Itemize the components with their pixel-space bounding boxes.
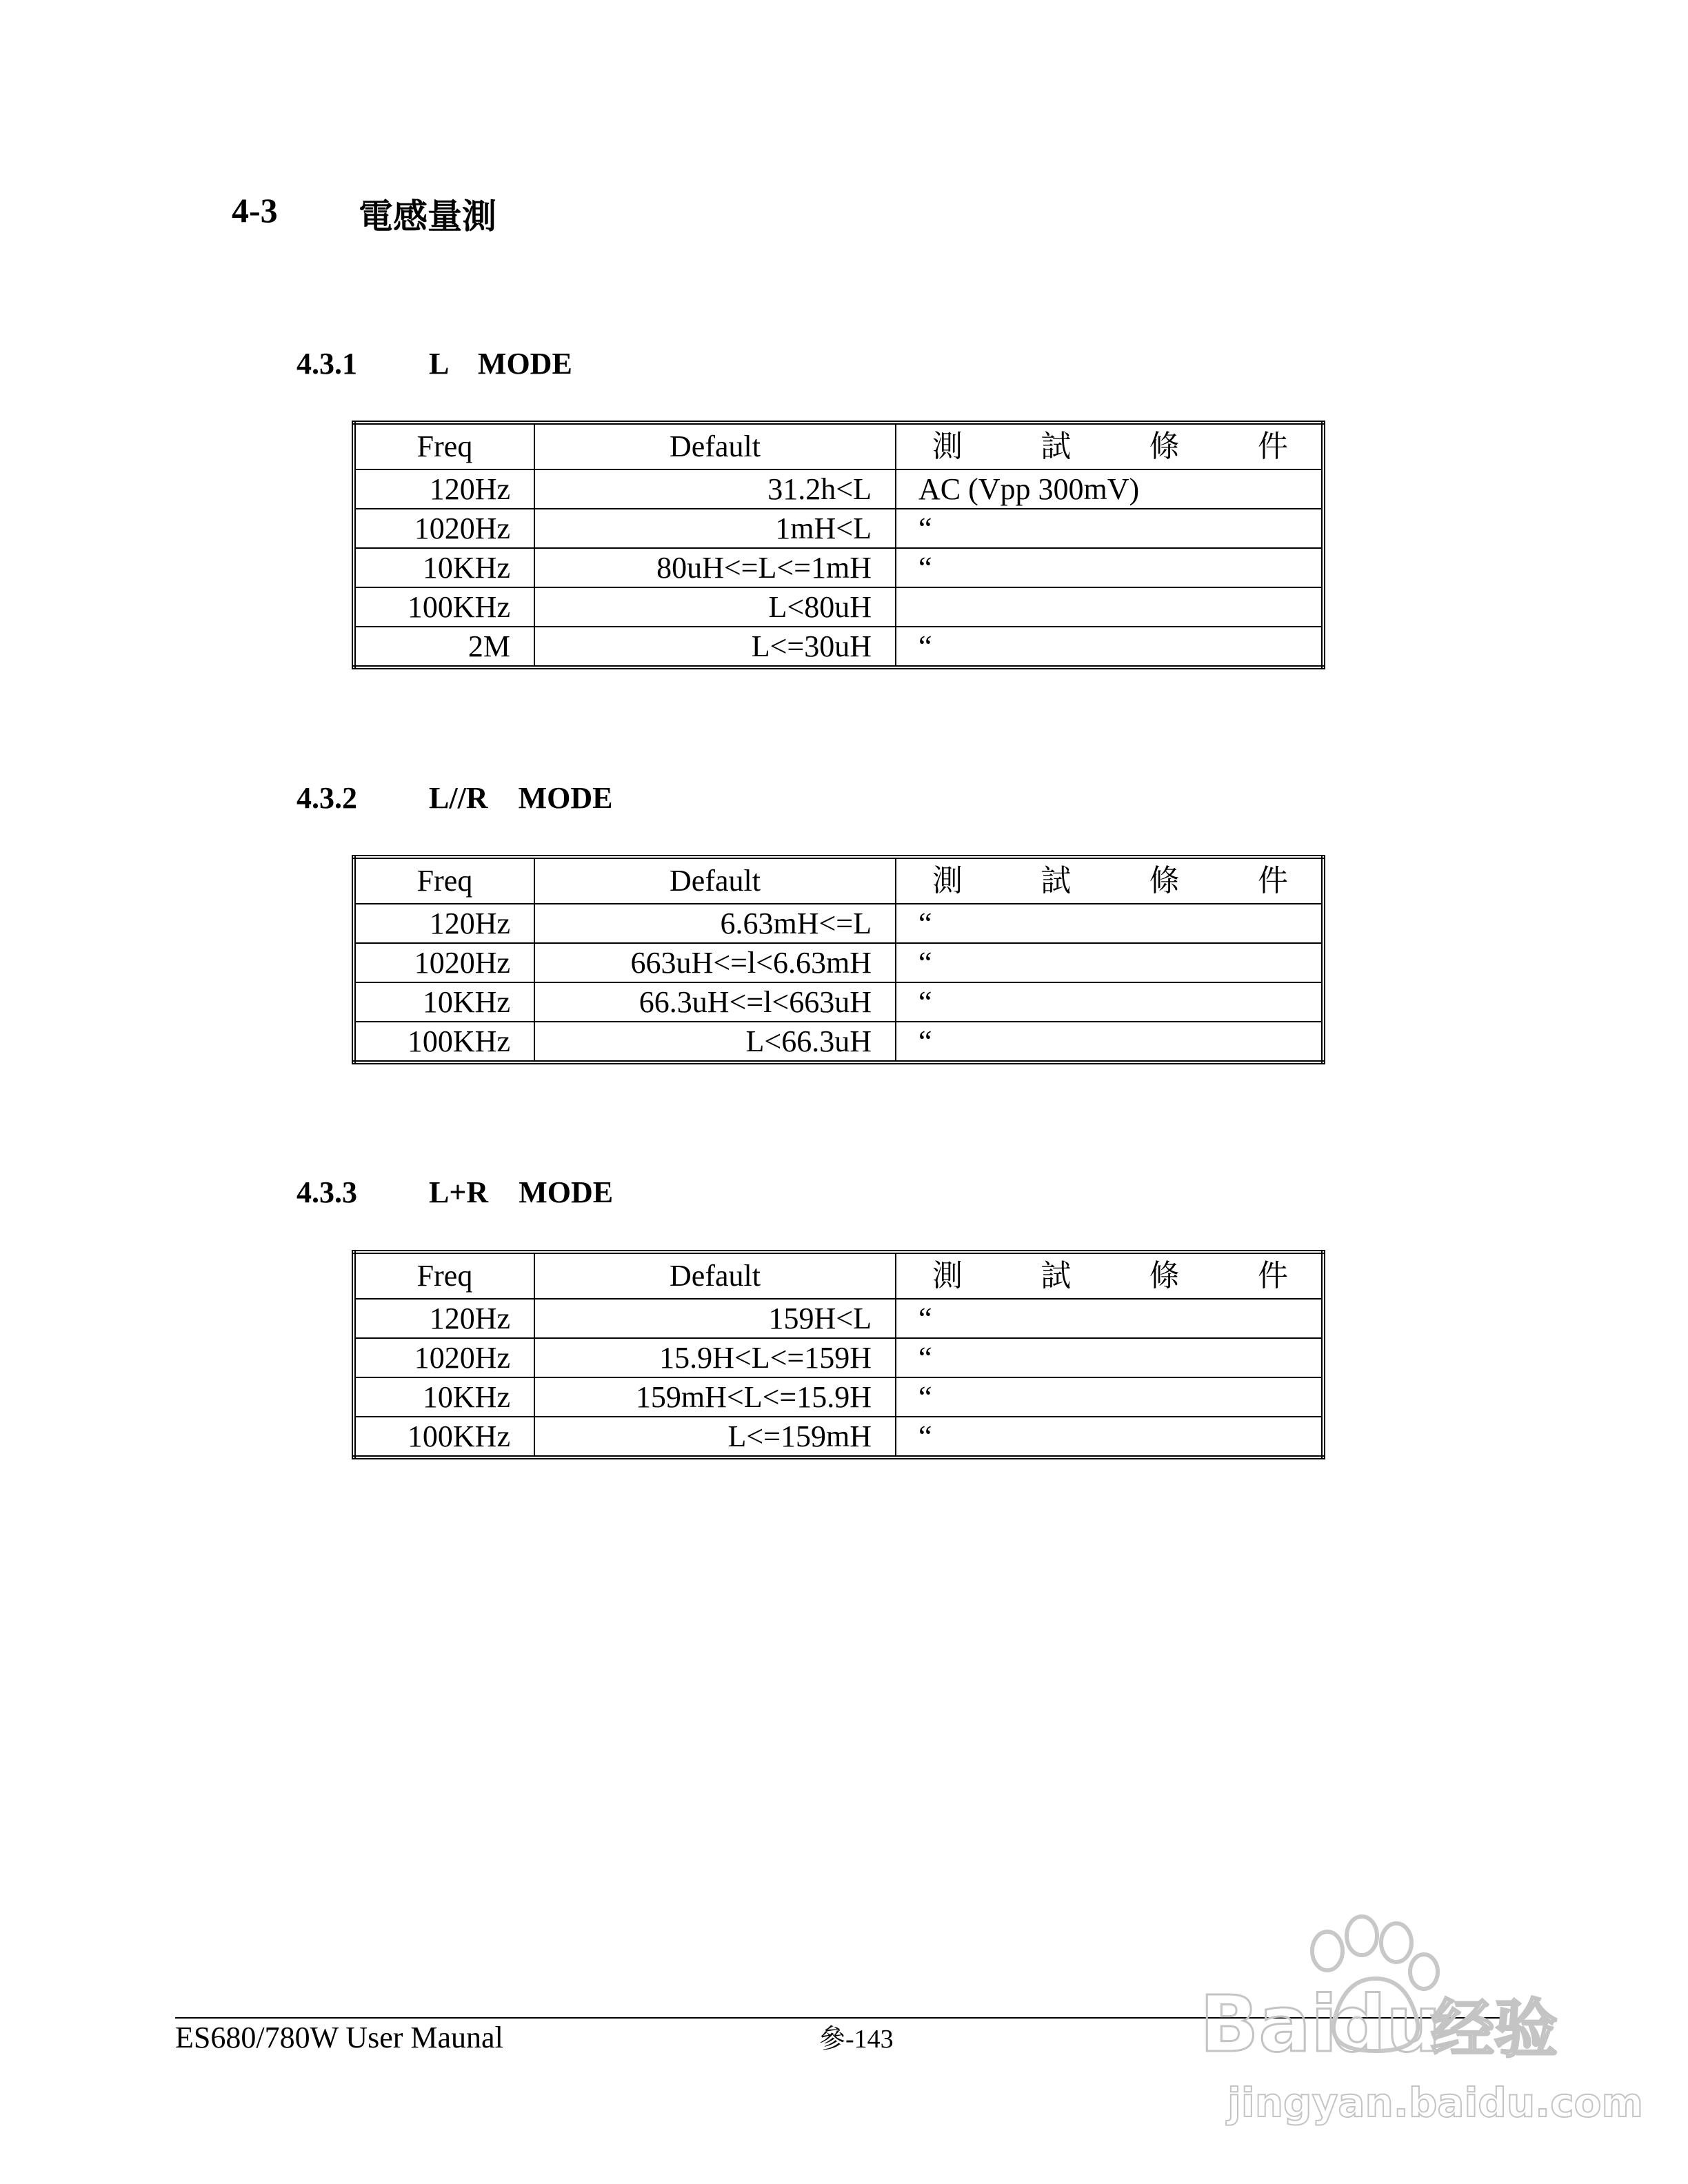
subsection-number: 4.3.3 (297, 1175, 357, 1209)
cell-freq: 10KHz (354, 548, 534, 587)
table-row (354, 904, 1323, 943)
subsection-mode: L MODE (429, 347, 572, 381)
cell-freq: 10KHz (354, 1377, 534, 1417)
svg-text:经验: 经验 (1431, 1992, 1558, 2066)
cell-default: L<=159mH (534, 1417, 896, 1457)
cell-condition: “ (896, 1022, 1323, 1062)
header-default: Default (534, 857, 896, 904)
header-freq: Freq (354, 423, 534, 469)
header-condition: 測 試 條 件 (896, 1252, 1323, 1299)
table-row (354, 1417, 1323, 1457)
cell-default: 66.3uH<=l<663uH (534, 982, 896, 1022)
cell-freq: 10KHz (354, 982, 534, 1022)
cell-freq: 120Hz (354, 469, 534, 509)
header-condition: 測 試 條 件 (896, 857, 1323, 904)
cell-condition: “ (896, 1377, 1323, 1417)
header-default: Default (534, 423, 896, 469)
cell-default: 80uH<=L<=1mH (534, 548, 896, 587)
cell-condition: “ (896, 982, 1323, 1022)
baidu-jingyan-watermark (1186, 1903, 1643, 2151)
cell-freq: 2M (354, 627, 534, 667)
cell-default: L<=30uH (534, 627, 896, 667)
page-number: 參-143 (819, 2025, 894, 2054)
svg-text:jingyan.baidu.com: jingyan.baidu.com (1227, 2079, 1643, 2126)
svg-text:du: du (1331, 1980, 1441, 2070)
table-header-row (354, 1252, 1323, 1299)
cell-default: L<66.3uH (534, 1022, 896, 1062)
table-row (354, 1022, 1323, 1062)
svg-text:Bai: Bai (1200, 1980, 1338, 2070)
cell-default: L<80uH (534, 587, 896, 627)
cell-default: 15.9H<L<=159H (534, 1338, 896, 1377)
header-condition: 測 試 條 件 (896, 423, 1323, 469)
table-row (354, 943, 1323, 982)
cell-condition: AC (Vpp 300mV) (896, 469, 1323, 509)
cell-condition: “ (896, 548, 1323, 587)
table-row (354, 548, 1323, 587)
cell-default: 663uH<=l<6.63mH (534, 943, 896, 982)
cell-freq: 1020Hz (354, 509, 534, 548)
table-row (354, 1377, 1323, 1417)
subsection-mode: L//R MODE (429, 781, 613, 815)
cell-default: 159mH<L<=15.9H (534, 1377, 896, 1417)
table-row (354, 627, 1323, 667)
l-mode-table (352, 421, 1325, 669)
table-row (354, 509, 1323, 548)
subsection-number: 4.3.1 (297, 347, 357, 381)
cell-condition: “ (896, 509, 1323, 548)
cell-freq: 120Hz (354, 1299, 534, 1338)
table-row (354, 1299, 1323, 1338)
header-freq: Freq (354, 1252, 534, 1299)
subsection-mode: L+R MODE (429, 1175, 614, 1209)
cell-freq: 100KHz (354, 1417, 534, 1457)
table-row (354, 587, 1323, 627)
cell-default: 31.2h<L (534, 469, 896, 509)
cell-condition: “ (896, 904, 1323, 943)
cell-freq: 100KHz (354, 1022, 534, 1062)
cell-condition: “ (896, 1299, 1323, 1338)
table-header-row (354, 857, 1323, 904)
table-row (354, 982, 1323, 1022)
table-header-row (354, 423, 1323, 469)
lr-series-mode-table (352, 1250, 1325, 1459)
header-freq: Freq (354, 857, 534, 904)
cell-default: 6.63mH<=L (534, 904, 896, 943)
cell-freq: 1020Hz (354, 1338, 534, 1377)
cell-freq: 1020Hz (354, 943, 534, 982)
header-default: Default (534, 1252, 896, 1299)
cell-default: 159H<L (534, 1299, 896, 1338)
section-title: 電感量測 (359, 197, 496, 236)
cell-condition: “ (896, 1417, 1323, 1457)
table-row (354, 1338, 1323, 1377)
footer-manual-title: ES680/780W User Maunal (175, 2021, 503, 2054)
cell-freq: 120Hz (354, 904, 534, 943)
cell-condition: “ (896, 943, 1323, 982)
lr-parallel-mode-table (352, 855, 1325, 1064)
cell-condition: “ (896, 627, 1323, 667)
cell-freq: 100KHz (354, 587, 534, 627)
cell-condition: “ (896, 1338, 1323, 1377)
section-number: 4-3 (232, 191, 278, 230)
subsection-number: 4.3.2 (297, 781, 357, 815)
table-row (354, 469, 1323, 509)
cell-default: 1mH<L (534, 509, 896, 548)
cell-condition (896, 587, 1323, 627)
